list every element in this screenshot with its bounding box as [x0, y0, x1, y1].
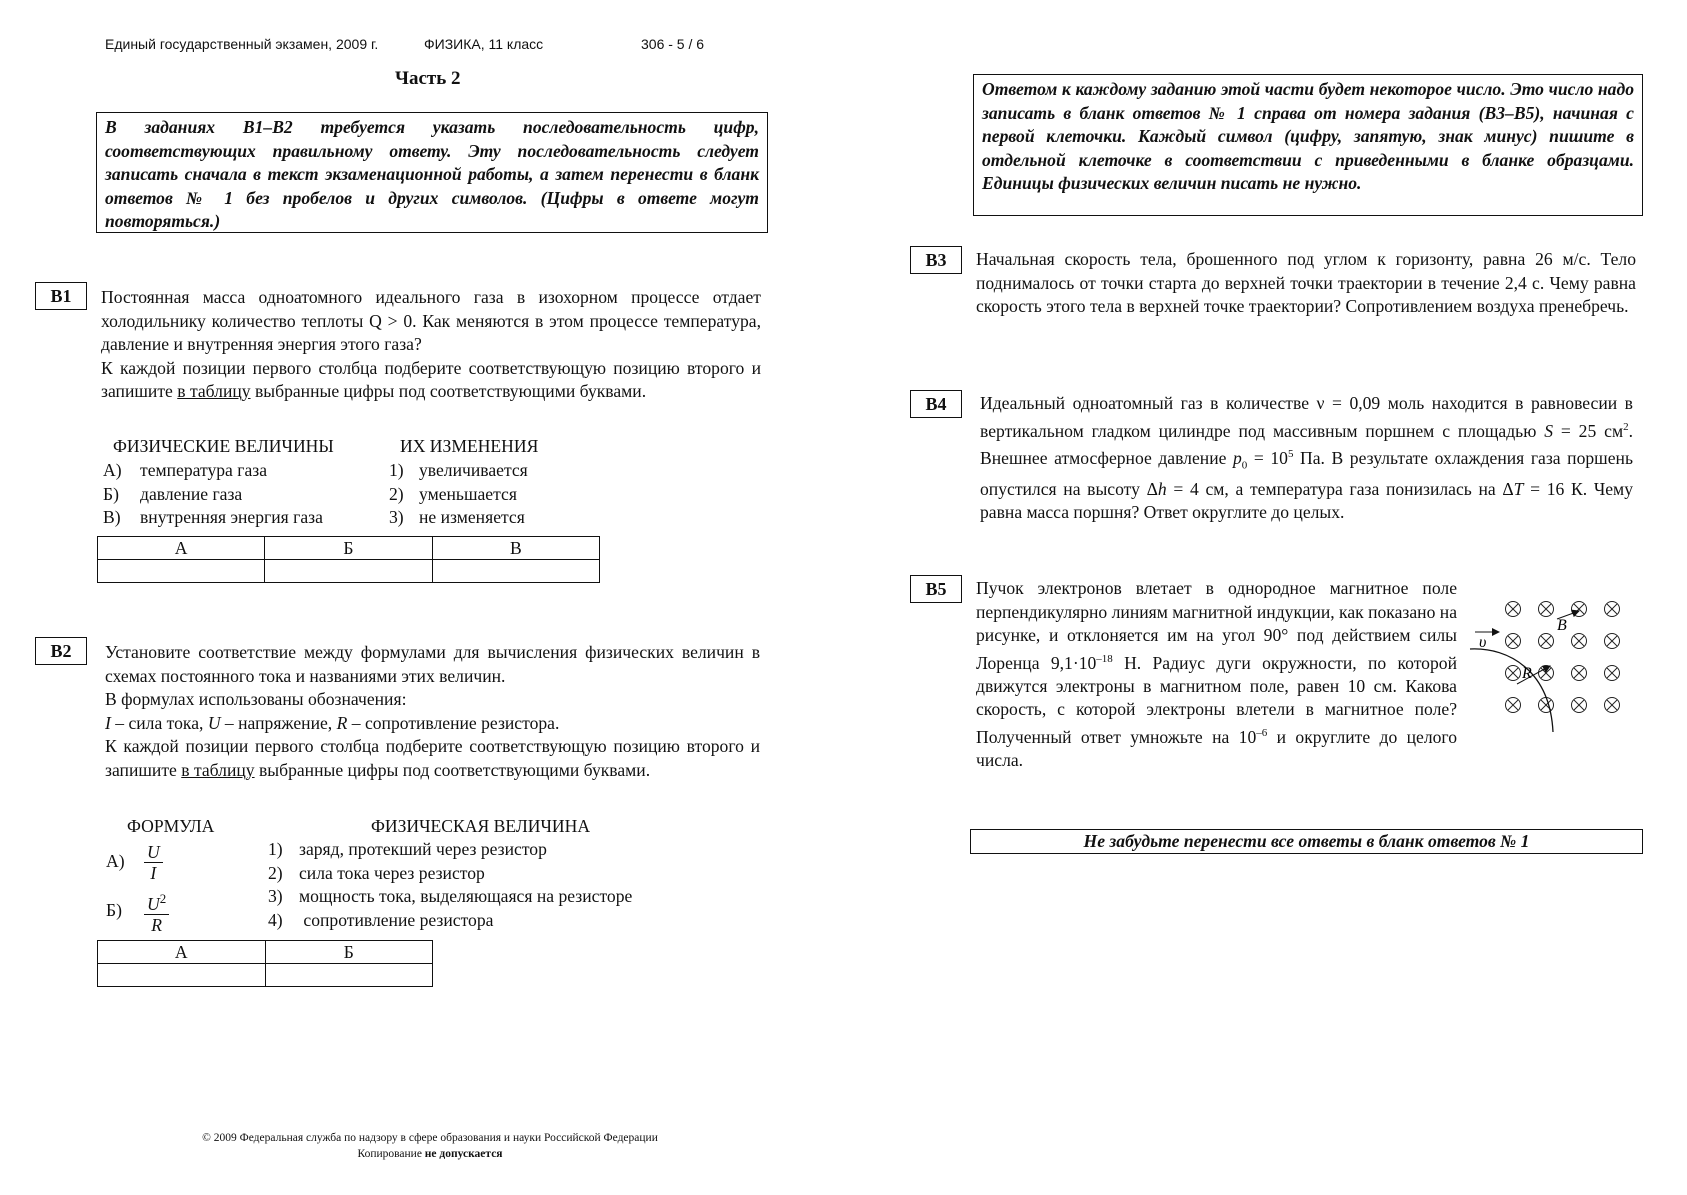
b2-label: B2: [35, 637, 87, 665]
subject-title: ФИЗИКА, 11 класс: [424, 36, 544, 52]
list-item: 1) заряд, протекший через резистор: [268, 839, 547, 859]
list-item: В) внутренняя энергия газа: [103, 507, 323, 527]
b2-col1-head: ФОРМУЛА: [127, 816, 215, 836]
list-item: Б) давление газа: [103, 483, 243, 504]
b2-answer-table: [97, 940, 433, 987]
b2-instruction: К каждой позиции первого столбца подберите соответствующую позицию второго и запишите в таблицу выбранные цифры под соответствующими буквами.: [105, 736, 760, 780]
b2-answer-cell-a[interactable]: [98, 964, 266, 987]
b1-left-list: [103, 459, 323, 530]
footer: [130, 1130, 730, 1162]
b3-text: Начальная скорость тела, брошенного под углом к горизонту, равна 26 м/с. Тело поднималось от точки старта до верхней точки траектории в течение 2,4 с. Чему равна скорость этого тела в верхней точке траектории? Сопротивлением воздуха пренебречь.: [976, 249, 1636, 316]
b1-col1-head: ФИЗИЧЕСКИЕ ВЕЛИЧИНЫ: [113, 436, 334, 456]
instructions-left: В заданиях В1–В2 требуется указать последовательность цифр, соответствующих правильному ответу. Эту последовательность следует записать сначала в текст экзаменационной работы, а затем перенести в бланк ответов № 1 без пробелов и других символов. (Цифры в ответе могут повторяться.): [96, 112, 768, 233]
list-item: 3) мощность тока, выделяющаяся на резисторе: [268, 886, 633, 906]
list-item: А) температура газа: [103, 460, 268, 480]
b5-label: B5: [910, 575, 962, 603]
copyright-line: © 2009 Федеральная служба по надзору в сфере образования и науки Российской Федерации: [202, 1132, 658, 1144]
part-title: Часть 2: [395, 68, 461, 89]
b1-label: B1: [35, 282, 87, 310]
b1-head-a: А: [98, 537, 265, 560]
b1-head-v: В: [432, 537, 599, 560]
b5-text: Пучок электронов влетает в однородное магнитное поле перпендикулярно линиям магнитной индукции, как показано на рисунке, и отклоняется им на угол 90° под действием силы Лоренца $9,1\cdot 10^{-18}$ Н. Радиус дуги окружности, по которой движутся электроны в магнитном поле, равен 10 см. Какова скорость, с которой электроны влетели в магнитное поле? Полученный ответ умножьте на $10^{-6}$ и округлите до целого числа.: [976, 578, 1457, 771]
induction-label: B: [1557, 617, 1567, 634]
exam-title: Единый государственный экзамен, 2009 г.: [105, 36, 379, 52]
b2-right-list: [268, 838, 632, 932]
velocity-label: υ: [1479, 634, 1487, 651]
b1-answer-table: [97, 536, 600, 583]
b1-right-list: [389, 459, 528, 530]
b1-answer-cell-b[interactable]: [265, 560, 432, 583]
b2-legend: I – сила тока, U – напряжение, R – сопротивление резистора.: [105, 712, 560, 733]
b1-answer-cell-v[interactable]: [432, 560, 599, 583]
b1-answer-cell-a[interactable]: [98, 560, 265, 583]
magnetic-field-figure: [1465, 592, 1645, 737]
instructions-right: Ответом к каждому заданию этой части будет некоторое число. Это число надо записать в бланк ответов № 1 справа от номера задания (В3–В5), начиная с первой клеточки. Каждый символ (цифру, запятую, знак минус) пишите в отдельной клеточке в соответствии с приведенными в бланке образцами. Единицы физических величин писать не нужно.: [973, 74, 1643, 216]
list-item: 4) сопротивление резистора: [268, 909, 494, 930]
b2-head-a: А: [98, 941, 266, 964]
b2-question: Установите соответствие между формулами для вычисления физических величин в схемах постоянного тока и названиями этих величин.: [105, 642, 760, 686]
page-number: 306 - 5 / 6: [641, 36, 705, 52]
list-item: 2) уменьшается: [389, 483, 517, 504]
b2-col2-head: ФИЗИЧЕСКАЯ ВЕЛИЧИНА: [371, 816, 591, 836]
radius-label: R: [1522, 665, 1532, 682]
list-item: 1) увеличивается: [389, 460, 528, 480]
b1-head-b: Б: [265, 537, 432, 560]
b3-label: B3: [910, 246, 962, 274]
b1-text: [101, 286, 761, 404]
b4-label: B4: [910, 390, 962, 418]
b2-text: [105, 641, 760, 782]
fraction-u2-over-r: $\frac{U^2}{R}$: [144, 889, 169, 935]
list-item: 3) не изменяется: [389, 507, 525, 527]
b2-formula-b: Б) $\frac{U^2}{R}$: [106, 889, 169, 935]
b1-instruction: К каждой позиции первого столбца подберите соответствующую позицию второго и запишите в таблицу выбранные цифры под соответствующими буквами.: [101, 357, 761, 401]
fraction-u-over-i: $\frac{U}{I}$: [144, 842, 163, 883]
b2-head-b: Б: [265, 941, 433, 964]
reminder-box: Не забудьте перенести все ответы в бланк ответов № 1: [970, 829, 1643, 854]
b1-question: Постоянная масса одноатомного идеального газа в изохорном процессе отдает холодильнику количество теплоты Q > 0. Как меняются в этом процессе температура, давление и внутренняя энергия этого газа?: [101, 287, 761, 354]
b2-answer-cell-b[interactable]: [265, 964, 433, 987]
b1-col2-head: ИХ ИЗМЕНЕНИЯ: [400, 436, 539, 456]
copy-notice: Копирование не допускается: [357, 1148, 503, 1160]
electron-trajectory: [1470, 649, 1553, 732]
b4-text: Идеальный одноатомный газ в количестве ν = 0,09 моль находится в равновесии в вертикальном гладком цилиндре под массивным поршнем с площадью S = 25 $см^2$. Внешнее атмосферное давление $p_0 = 10^5$ Па. В результате охлаждения газа поршень опустился на высоту Δh = 4 см, а температура газа понизилась на ΔT = 16 К. Чему равна масса поршня? Ответ округлите до целых.: [980, 393, 1633, 523]
b2-formula-a: А) $\frac{U}{I}$: [106, 842, 163, 883]
b2-legend-title: В формулах использованы обозначения:: [105, 689, 407, 709]
list-item: 2) сила тока через резистор: [268, 862, 485, 883]
